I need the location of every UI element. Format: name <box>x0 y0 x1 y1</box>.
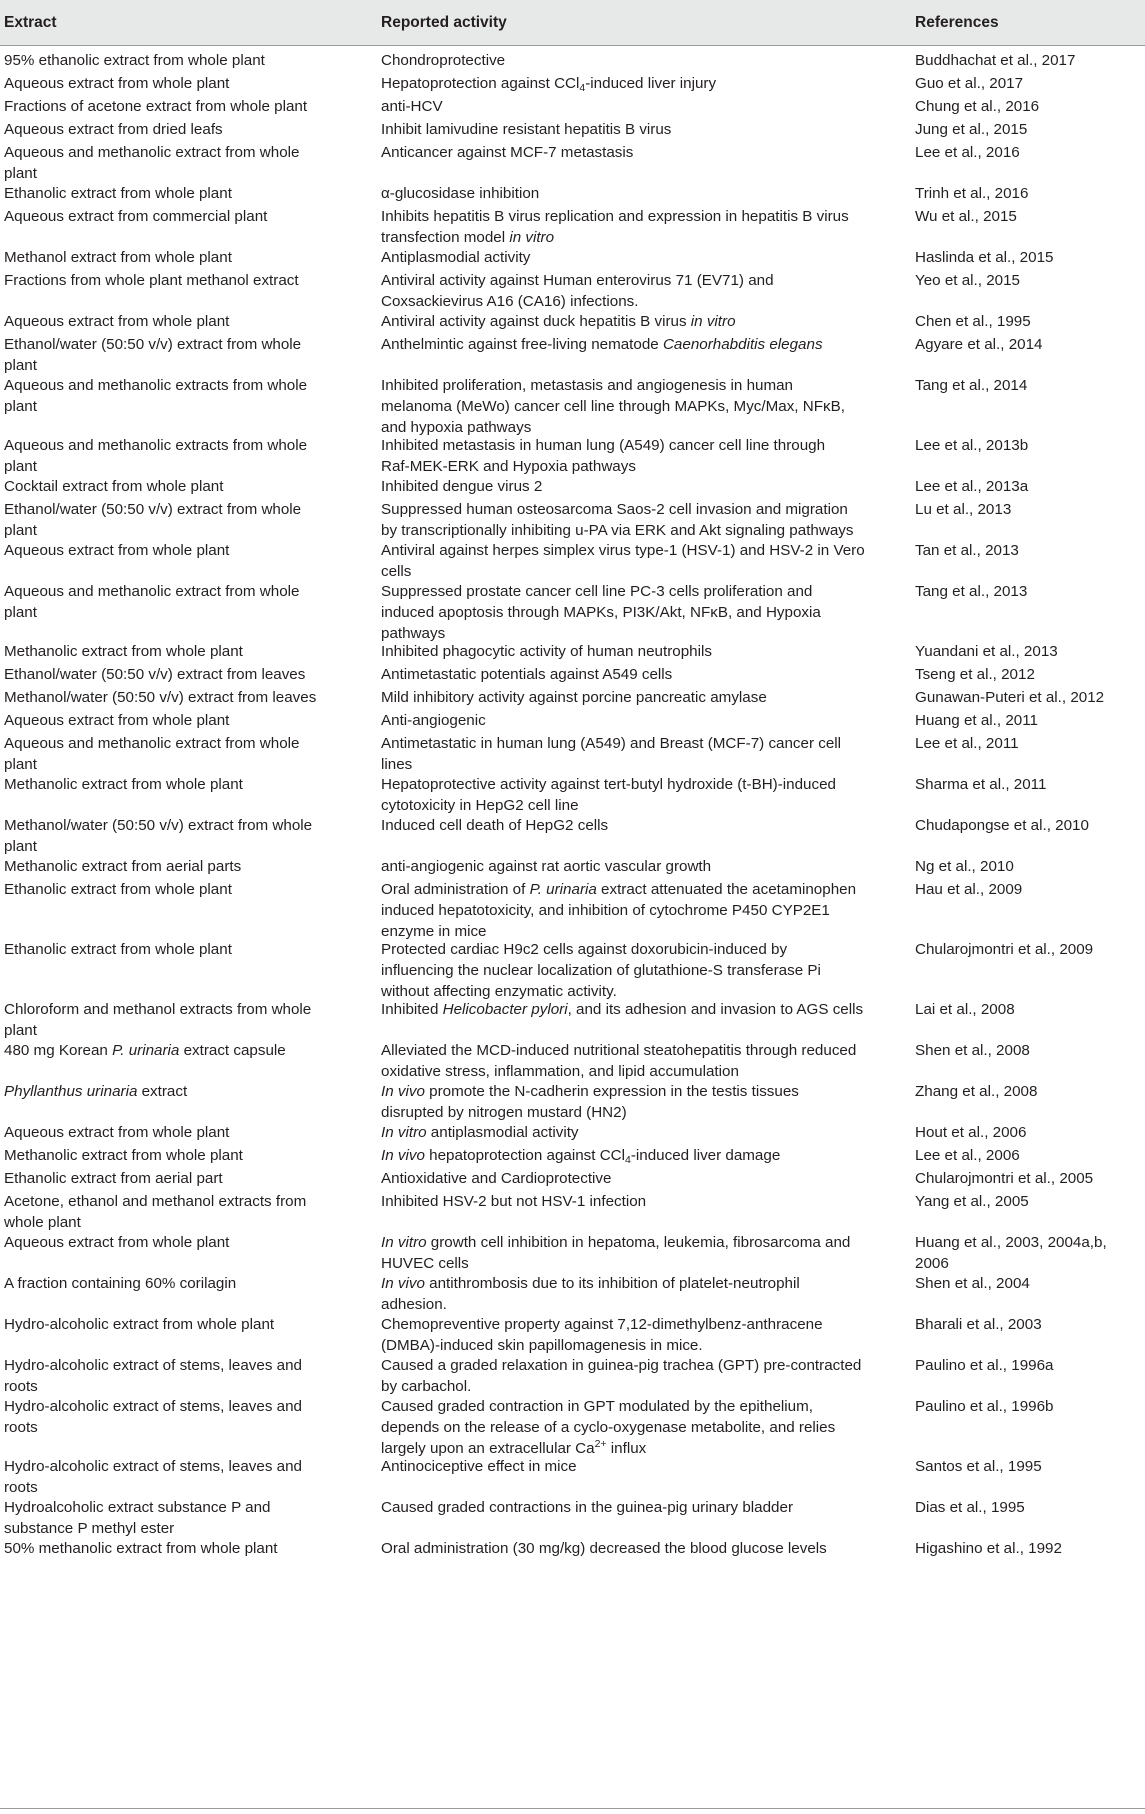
activity-line: Inhibited Helicobacter pylori, and its adhesion and invasion to AGS cells <box>381 1001 864 1018</box>
extract-cell <box>4 1396 366 1438</box>
extract-cell <box>4 311 366 332</box>
activity-cell <box>381 687 871 708</box>
activity-cell <box>381 815 871 836</box>
reference-cell <box>915 476 1141 497</box>
reference-cell <box>915 999 1141 1020</box>
reference-cell <box>915 1122 1141 1143</box>
reference-line: Shen et al., 2004 <box>915 1275 1030 1292</box>
extract-cell <box>4 1145 366 1166</box>
reference-cell <box>915 1497 1141 1518</box>
activity-cell <box>381 879 871 942</box>
activity-line: Alleviated the MCD-induced nutritional steatohepatitis through reduced <box>381 1042 857 1059</box>
activity-line: Raf-MEK-ERK and Hypoxia pathways <box>381 458 636 475</box>
reference-line: Yang et al., 2005 <box>915 1193 1029 1210</box>
extract-line: 480 mg Korean P. urinaria extract capsule <box>4 1042 286 1059</box>
reference-cell <box>915 1191 1141 1212</box>
reference-cell <box>915 375 1141 396</box>
extract-line: Hydro-alcoholic extract of stems, leaves and <box>4 1357 302 1374</box>
extract-line: Aqueous extract from whole plant <box>4 313 230 330</box>
reference-line: Trinh et al., 2016 <box>915 185 1029 202</box>
extract-line: plant <box>4 165 37 182</box>
reference-line: Sharma et al., 2011 <box>915 776 1047 793</box>
activity-line: HUVEC cells <box>381 1255 469 1272</box>
activity-cell <box>381 183 871 204</box>
reference-line: Ng et al., 2010 <box>915 858 1014 875</box>
extract-cell <box>4 687 366 708</box>
extract-line: roots <box>4 1378 38 1395</box>
reference-line: Lee et al., 2013a <box>915 478 1029 495</box>
activity-line: Anti-angiogenic <box>381 712 486 729</box>
reference-cell <box>915 815 1141 836</box>
extract-cell <box>4 581 366 623</box>
extract-line: Aqueous extract from whole plant <box>4 542 230 559</box>
activity-line: cells <box>381 563 412 580</box>
activity-line: cytotoxicity in HepG2 cell line <box>381 797 579 814</box>
activity-line: induced apoptosis through MAPKs, PI3K/Akt, NFκB, and Hypoxia <box>381 604 821 621</box>
activity-line: Caused a graded relaxation in guinea-pig trachea (GPT) pre-contracted <box>381 1357 862 1374</box>
activity-line: Hepatoprotection against CCl$_4$-induced liver injury <box>381 75 717 94</box>
activity-cell <box>381 939 871 1002</box>
reference-line: Chularojmontri et al., 2009 <box>915 941 1094 958</box>
activity-cell <box>381 664 871 685</box>
activity-line: Antioxidative and Cardioprotective <box>381 1170 612 1187</box>
extract-cell <box>4 710 366 731</box>
activity-cell <box>381 50 871 71</box>
activity-line: Caused graded contraction in GPT modulated by the epithelium, <box>381 1398 813 1415</box>
extract-line: plant <box>4 604 37 621</box>
extract-line: Aqueous extract from whole plant <box>4 1234 230 1251</box>
activity-line: Oral administration (30 mg/kg) decreased the blood glucose levels <box>381 1540 827 1557</box>
extract-line: Fractions from whole plant methanol extract <box>4 272 299 289</box>
reference-cell <box>915 270 1141 291</box>
activity-line: Induced cell death of HepG2 cells <box>381 817 609 834</box>
extract-cell <box>4 1538 366 1559</box>
activity-line: adhesion. <box>381 1296 447 1313</box>
extract-cell <box>4 999 366 1041</box>
activity-line: Antinociceptive effect in mice <box>381 1458 577 1475</box>
activity-line: (DMBA)-induced skin papillomagenesis in mice. <box>381 1337 703 1354</box>
extract-line: whole plant <box>4 1214 81 1231</box>
reference-line: Tan et al., 2013 <box>915 542 1019 559</box>
reference-cell <box>915 1040 1141 1061</box>
activity-line: Inhibited phagocytic activity of human neutrophils <box>381 643 712 660</box>
extract-cell <box>4 1081 366 1102</box>
activity-line: by carbachol. <box>381 1378 472 1395</box>
activity-line: Antiviral against herpes simplex virus type-1 (HSV-1) and HSV-2 in Vero <box>381 542 865 559</box>
activity-cell <box>381 142 871 163</box>
activity-line: In vitro growth cell inhibition in hepatoma, leukemia, fibrosarcoma and <box>381 1234 851 1251</box>
activity-line: Antiplasmodial activity <box>381 249 531 266</box>
activity-line: Inhibited dengue virus 2 <box>381 478 543 495</box>
extract-cell <box>4 73 366 94</box>
activity-cell <box>381 119 871 140</box>
activity-cell <box>381 1314 871 1356</box>
extract-line: plant <box>4 1022 37 1039</box>
activity-line: Inhibit lamivudine resistant hepatitis B virus <box>381 121 672 138</box>
extract-cell <box>4 1497 366 1539</box>
reference-cell <box>915 1538 1141 1559</box>
activity-line: Mild inhibitory activity against porcine pancreatic amylase <box>381 689 767 706</box>
activity-line: α-glucosidase inhibition <box>381 185 540 202</box>
reference-cell <box>915 733 1141 754</box>
extract-line: Ethanol/water (50:50 v/v) extract from whole <box>4 501 302 518</box>
extract-line: Aqueous and methanolic extract from whole <box>4 144 300 161</box>
extract-line: Aqueous extract from whole plant <box>4 1124 230 1141</box>
activity-line: Inhibited metastasis in human lung (A549) cancer cell line through <box>381 437 826 454</box>
reference-line: Agyare et al., 2014 <box>915 336 1043 353</box>
extract-line: plant <box>4 522 37 539</box>
activity-cell <box>381 247 871 268</box>
activity-line: Coxsackievirus A16 (CA16) infections. <box>381 293 639 310</box>
reference-line: Lee et al., 2016 <box>915 144 1020 161</box>
table-bottom-rule <box>0 1808 1145 1809</box>
activity-line: depends on the release of a cyclo-oxygenase metabolite, and relies <box>381 1419 836 1436</box>
reference-line: Jung et al., 2015 <box>915 121 1028 138</box>
reference-line: Zhang et al., 2008 <box>915 1083 1038 1100</box>
extract-cell <box>4 641 366 662</box>
activity-line: In vivo antithrombosis due to its inhibition of platelet-neutrophil <box>381 1275 800 1292</box>
reference-cell <box>915 1168 1141 1189</box>
extract-line: Ethanol/water (50:50 v/v) extract from leaves <box>4 666 306 683</box>
extract-cell <box>4 435 366 477</box>
reference-line: Wu et al., 2015 <box>915 208 1017 225</box>
extract-cell <box>4 206 366 227</box>
activity-cell <box>381 1168 871 1189</box>
activity-cell <box>381 1355 871 1397</box>
activity-line: Protected cardiac H9c2 cells against doxorubicin-induced by <box>381 941 788 958</box>
activity-line: In vitro antiplasmodial activity <box>381 1124 579 1141</box>
extract-line: 95% ethanolic extract from whole plant <box>4 52 265 69</box>
reference-cell <box>915 1396 1141 1417</box>
reference-cell <box>915 856 1141 877</box>
reference-cell <box>915 710 1141 731</box>
extract-cell <box>4 499 366 541</box>
activity-line: pathways <box>381 625 446 642</box>
activity-line: Antiviral activity against Human enterovirus 71 (EV71) and <box>381 272 774 289</box>
extract-line: Ethanolic extract from whole plant <box>4 941 232 958</box>
extract-line: Phyllanthus urinaria extract <box>4 1083 188 1100</box>
extract-line: Hydro-alcoholic extract of stems, leaves and <box>4 1458 302 1475</box>
reference-line: Bharali et al., 2003 <box>915 1316 1042 1333</box>
activity-cell <box>381 733 871 775</box>
extract-line: Aqueous and methanolic extract from whole <box>4 735 300 752</box>
reference-cell <box>915 879 1141 900</box>
extract-cell <box>4 1040 366 1061</box>
extract-cell <box>4 1232 366 1253</box>
extract-line: Ethanolic extract from whole plant <box>4 185 232 202</box>
extract-cell <box>4 142 366 184</box>
reference-line: Huang et al., 2011 <box>915 712 1038 729</box>
reference-line: Gunawan-Puteri et al., 2012 <box>915 689 1105 706</box>
activity-cell <box>381 1122 871 1143</box>
activity-line: lines <box>381 756 413 773</box>
activity-cell <box>381 96 871 117</box>
reference-cell <box>915 311 1141 332</box>
reference-line: Yeo et al., 2015 <box>915 272 1020 289</box>
activity-cell <box>381 1396 871 1459</box>
activity-line: Oral administration of P. urinaria extract attenuated the acetaminophen <box>381 881 857 898</box>
reference-line: Buddhachat et al., 2017 <box>915 52 1076 69</box>
activity-line: Antiviral activity against duck hepatitis B virus in vitro <box>381 313 736 330</box>
reference-line: Yuandani et al., 2013 <box>915 643 1058 660</box>
reference-cell <box>915 96 1141 117</box>
activity-line: Antimetastatic potentials against A549 cells <box>381 666 673 683</box>
extract-cell <box>4 247 366 268</box>
extract-line: Hydro-alcoholic extract of stems, leaves and <box>4 1398 302 1415</box>
extract-cell <box>4 664 366 685</box>
extract-line: Aqueous extract from whole plant <box>4 712 230 729</box>
extract-cell <box>4 1191 366 1233</box>
reference-line: Hau et al., 2009 <box>915 881 1023 898</box>
reference-line: Tang et al., 2013 <box>915 583 1028 600</box>
extract-line: A fraction containing 60% corilagin <box>4 1275 237 1292</box>
reference-line: Chularojmontri et al., 2005 <box>915 1170 1094 1187</box>
activity-line: Suppressed prostate cancer cell line PC-3 cells proliferation and <box>381 583 813 600</box>
activity-cell <box>381 1497 871 1518</box>
reference-cell <box>915 50 1141 71</box>
activity-line: Anticancer against MCF-7 metastasis <box>381 144 634 161</box>
extract-line: Methanolic extract from whole plant <box>4 776 243 793</box>
extract-cell <box>4 334 366 376</box>
reference-line: Lee et al., 2013b <box>915 437 1029 454</box>
extract-line: Ethanolic extract from aerial part <box>4 1170 223 1187</box>
extract-cell <box>4 119 366 140</box>
reference-line: Huang et al., 2003, 2004a,b, <box>915 1234 1107 1251</box>
activity-cell <box>381 1040 871 1082</box>
activity-line: influencing the nuclear localization of glutathione-S transferase Pi <box>381 962 821 979</box>
extract-cell <box>4 815 366 857</box>
reference-line: 2006 <box>915 1255 949 1272</box>
reference-cell <box>915 183 1141 204</box>
reference-cell <box>915 247 1141 268</box>
extract-line: substance P methyl ester <box>4 1520 175 1537</box>
activity-cell <box>381 375 871 438</box>
reference-cell <box>915 939 1141 960</box>
column-header-extract: Extract <box>4 14 57 31</box>
reference-cell <box>915 641 1141 662</box>
extract-cell <box>4 1168 366 1189</box>
activity-cell <box>381 1145 871 1166</box>
activity-cell <box>381 774 871 816</box>
extract-line: Ethanolic extract from whole plant <box>4 881 232 898</box>
activity-line: induced hepatotoxicity, and inhibition of cytochrome P450 CYP2E1 <box>381 902 830 919</box>
extract-line: roots <box>4 1419 38 1436</box>
activity-line: without affecting enzymatic activity. <box>381 983 617 1000</box>
column-header-reported-activity: Reported activity <box>381 14 507 31</box>
activity-line: oxidative stress, inflammation, and lipid accumulation <box>381 1063 739 1080</box>
extract-line: Methanol extract from whole plant <box>4 249 232 266</box>
activity-cell <box>381 856 871 877</box>
extract-line: plant <box>4 398 37 415</box>
activity-line: Inhibited proliferation, metastasis and angiogenesis in human <box>381 377 794 394</box>
reference-cell <box>915 1355 1141 1376</box>
activity-cell <box>381 999 871 1020</box>
extract-line: 50% methanolic extract from whole plant <box>4 1540 278 1557</box>
reference-cell <box>915 142 1141 163</box>
activity-cell <box>381 73 871 94</box>
reference-line: Lai et al., 2008 <box>915 1001 1015 1018</box>
reference-line: Tang et al., 2014 <box>915 377 1028 394</box>
extract-cell <box>4 939 366 960</box>
extract-cell <box>4 96 366 117</box>
activity-cell <box>381 206 871 248</box>
reference-cell <box>915 1081 1141 1102</box>
activity-cell <box>381 1538 871 1559</box>
activity-line: Chemopreventive property against 7,12-dimethylbenz-anthracene <box>381 1316 823 1333</box>
activity-cell <box>381 710 871 731</box>
extract-cell <box>4 375 366 417</box>
activity-cell <box>381 499 871 541</box>
extract-cell <box>4 1456 366 1498</box>
reference-cell <box>915 1314 1141 1335</box>
activity-line: enzyme in mice <box>381 923 487 940</box>
extract-cell <box>4 1122 366 1143</box>
reference-line: Paulino et al., 1996a <box>915 1357 1054 1374</box>
reference-line: Higashino et al., 1992 <box>915 1540 1062 1557</box>
extract-line: plant <box>4 838 37 855</box>
extract-line: Methanolic extract from whole plant <box>4 1147 243 1164</box>
extract-line: Aqueous extract from dried leafs <box>4 121 223 138</box>
activity-line: Antimetastatic in human lung (A549) and Breast (MCF-7) cancer cell <box>381 735 842 752</box>
extract-cell <box>4 1273 366 1294</box>
activity-cell <box>381 1456 871 1477</box>
activity-line: transfection model in vitro <box>381 229 555 246</box>
extract-line: Aqueous and methanolic extract from whole <box>4 583 300 600</box>
extract-line: Hydroalcoholic extract substance P and <box>4 1499 271 1516</box>
column-header-references: References <box>915 14 999 31</box>
activity-line: Hepatoprotective activity against tert-butyl hydroxide (t-BH)-induced <box>381 776 836 793</box>
extract-line: plant <box>4 756 37 773</box>
activity-cell <box>381 334 871 355</box>
activity-line: anti-HCV <box>381 98 443 115</box>
reference-line: Guo et al., 2017 <box>915 75 1024 92</box>
reference-line: Lee et al., 2011 <box>915 735 1019 752</box>
reference-cell <box>915 73 1141 94</box>
extract-line: Hydro-alcoholic extract from whole plant <box>4 1316 275 1333</box>
reference-line: Lu et al., 2013 <box>915 501 1012 518</box>
activity-line: In vivo promote the N-cadherin expression in the testis tissues <box>381 1083 799 1100</box>
extract-line: Acetone, ethanol and methanol extracts from <box>4 1193 307 1210</box>
extract-cell <box>4 270 366 291</box>
extract-line: Methanol/water (50:50 v/v) extract from whole <box>4 817 313 834</box>
activity-line: In vivo hepatoprotection against CCl$_4$-induced liver damage <box>381 1147 781 1166</box>
reference-cell <box>915 1456 1141 1477</box>
activity-line: largely upon an extracellular $Ca^{2+}$ influx <box>381 1438 647 1457</box>
reference-cell <box>915 687 1141 708</box>
activity-line: Chondroprotective <box>381 52 506 69</box>
reference-line: Lee et al., 2006 <box>915 1147 1020 1164</box>
activity-line: Inhibits hepatitis B virus replication and expression in hepatitis B virus <box>381 208 849 225</box>
extract-line: Fractions of acetone extract from whole plant <box>4 98 308 115</box>
reference-cell <box>915 1232 1141 1274</box>
activity-cell <box>381 1232 871 1274</box>
activity-cell <box>381 311 871 332</box>
extract-cell <box>4 476 366 497</box>
reference-cell <box>915 1273 1141 1294</box>
extract-line: Cocktail extract from whole plant <box>4 478 224 495</box>
reference-cell <box>915 334 1141 355</box>
extract-cell <box>4 50 366 71</box>
extract-cell <box>4 774 366 795</box>
extract-line: roots <box>4 1479 38 1496</box>
extract-cell <box>4 540 366 561</box>
activity-line: disrupted by nitrogen mustard (HN2) <box>381 1104 627 1121</box>
activity-cell <box>381 540 871 582</box>
activity-cell <box>381 476 871 497</box>
reference-cell <box>915 1145 1141 1166</box>
reference-cell <box>915 119 1141 140</box>
activity-cell <box>381 435 871 477</box>
activity-line: and hypoxia pathways <box>381 419 532 436</box>
activity-line: by transcriptionally inhibiting u-PA via ERK and Akt signaling pathways <box>381 522 854 539</box>
reference-line: Chen et al., 1995 <box>915 313 1031 330</box>
reference-line: Haslinda et al., 2015 <box>915 249 1054 266</box>
reference-line: Santos et al., 1995 <box>915 1458 1042 1475</box>
activity-cell <box>381 1273 871 1315</box>
activity-line: Suppressed human osteosarcoma Saos-2 cell invasion and migration <box>381 501 848 518</box>
activity-cell <box>381 641 871 662</box>
extract-line: Aqueous extract from whole plant <box>4 75 230 92</box>
activity-line: anti-angiogenic against rat aortic vascular growth <box>381 858 712 875</box>
reference-line: Tseng et al., 2012 <box>915 666 1035 683</box>
activity-cell <box>381 581 871 644</box>
reference-line: Shen et al., 2008 <box>915 1042 1030 1059</box>
activity-cell <box>381 1191 871 1212</box>
extract-line: Chloroform and methanol extracts from whole <box>4 1001 312 1018</box>
reference-line: Paulino et al., 1996b <box>915 1398 1054 1415</box>
activity-line: Inhibited HSV-2 but not HSV-1 infection <box>381 1193 647 1210</box>
extract-cell <box>4 183 366 204</box>
extract-line: Aqueous and methanolic extracts from whole <box>4 377 308 394</box>
extract-cell <box>4 733 366 775</box>
reference-cell <box>915 206 1141 227</box>
extract-line: Methanolic extract from whole plant <box>4 643 243 660</box>
reference-cell <box>915 540 1141 561</box>
activity-cell <box>381 270 871 312</box>
reference-line: Hout et al., 2006 <box>915 1124 1027 1141</box>
extract-line: Aqueous extract from commercial plant <box>4 208 268 225</box>
activity-cell <box>381 1081 871 1123</box>
reference-cell <box>915 581 1141 602</box>
extract-line: Methanol/water (50:50 v/v) extract from leaves <box>4 689 317 706</box>
extract-line: plant <box>4 458 37 475</box>
extract-cell <box>4 1314 366 1335</box>
extract-line: Aqueous and methanolic extracts from whole <box>4 437 308 454</box>
activity-line: Anthelmintic against free-living nematode Caenorhabditis elegans <box>381 336 823 353</box>
reference-line: Chung et al., 2016 <box>915 98 1040 115</box>
extract-cell <box>4 879 366 900</box>
extract-line: Methanolic extract from aerial parts <box>4 858 242 875</box>
activity-line: melanoma (MeWo) cancer cell line through MAPKs, Myc/Max, NFκB, <box>381 398 845 415</box>
reference-cell <box>915 499 1141 520</box>
extract-line: Ethanol/water (50:50 v/v) extract from whole <box>4 336 302 353</box>
reference-line: Chudapongse et al., 2010 <box>915 817 1089 834</box>
reference-cell <box>915 774 1141 795</box>
activity-line: Caused graded contractions in the guinea-pig urinary bladder <box>381 1499 794 1516</box>
extract-line: plant <box>4 357 37 374</box>
extract-cell <box>4 856 366 877</box>
extract-cell <box>4 1355 366 1397</box>
reference-line: Dias et al., 1995 <box>915 1499 1025 1516</box>
reference-cell <box>915 435 1141 456</box>
reference-cell <box>915 664 1141 685</box>
